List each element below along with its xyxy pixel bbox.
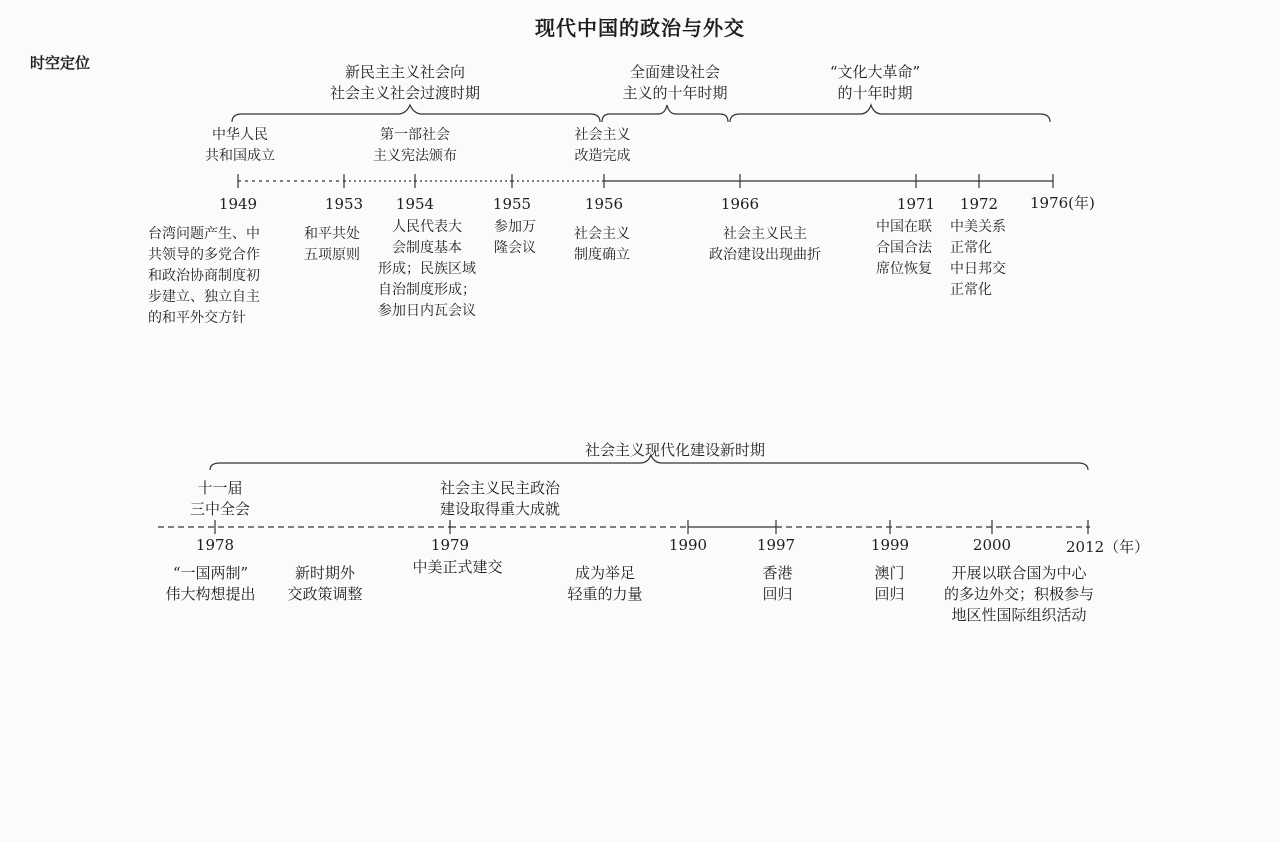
year-1956: 1956 (584, 195, 624, 213)
event-third-plenum: 十一届 三中全会 (189, 479, 250, 518)
period-modernization: 社会主义现代化建设新时期 (584, 441, 765, 459)
brace-ten-years-construction (602, 105, 728, 122)
event-1949-details: 台湾问题产生、中 共领导的多党合作 和政治协商制度初 步建立、独立自主 的和平外交方针 (148, 226, 260, 326)
year-1971: 1971 (896, 195, 936, 213)
year-1966: 1966 (720, 195, 760, 213)
event-multilateral-diplomacy: 开展以联合国为中心 的多边外交；积极参与 地区性国际组织活动 (943, 564, 1094, 624)
year-1976: 1976(年) (1030, 194, 1095, 212)
event-sino-us-relations: 中美正式建交 (412, 558, 503, 576)
year-1954: 1954 (395, 195, 435, 213)
period-construction: 全面建设社会 主义的十年时期 (622, 63, 728, 102)
event-transformation-complete: 社会主义 改造完成 (574, 127, 631, 164)
year-2000: 2000 (972, 536, 1012, 554)
brace-cultural-revolution (730, 105, 1050, 122)
brace-transition-period (232, 105, 600, 122)
event-pivotal-force: 成为举足 轻重的力量 (567, 564, 643, 603)
year-2012: 2012（年） (1066, 538, 1150, 556)
event-prc-founded: 中华人民 共和国成立 (205, 127, 275, 164)
year-1953: 1953 (324, 195, 364, 213)
event-constitution: 第一部社会 主义宪法颁布 (373, 127, 457, 164)
event-one-country-two-systems: “一国两制” 伟大构想提出 (165, 564, 256, 603)
event-system-established: 社会主义 制度确立 (574, 226, 630, 263)
event-1954-details: 人民代表大 会制度基本 形成；民族区域 自治制度形成； 参加日内瓦会议 (378, 219, 476, 319)
event-hong-kong-return: 香港 回归 (762, 564, 793, 603)
event-un-seat: 中国在联 合国合法 席位恢复 (876, 219, 932, 277)
year-1972: 1972 (959, 195, 999, 213)
year-1955: 1955 (492, 195, 532, 213)
period-transition: 新民主主义社会向 社会主义社会过渡时期 (329, 63, 480, 102)
event-five-principles: 和平共处 五项原则 (304, 226, 360, 263)
year-1990: 1990 (668, 536, 708, 554)
year-1997: 1997 (756, 536, 796, 554)
page-title: 现代中国的政治与外交 (535, 16, 745, 40)
year-1979: 1979 (430, 536, 470, 554)
section-label: 时空定位 (30, 54, 91, 72)
year-1949: 1949 (218, 195, 258, 213)
event-sino-us-japan: 中美关系 正常化 中日邦交 正常化 (950, 219, 1006, 298)
event-foreign-policy-adjustment: 新时期外 交政策调整 (287, 564, 363, 603)
event-democracy-achievements: 社会主义民主政治 建设取得重大成就 (439, 479, 560, 518)
year-1978: 1978 (195, 536, 235, 554)
year-1999: 1999 (870, 536, 910, 554)
period-cultural-revolution: “文化大革命” 的十年时期 (829, 63, 921, 102)
event-democracy-setback: 社会主义民主 政治建设出现曲折 (709, 226, 821, 263)
event-bandung: 参加万 隆会议 (494, 219, 536, 256)
event-macau-return: 澳门 回归 (874, 564, 905, 603)
